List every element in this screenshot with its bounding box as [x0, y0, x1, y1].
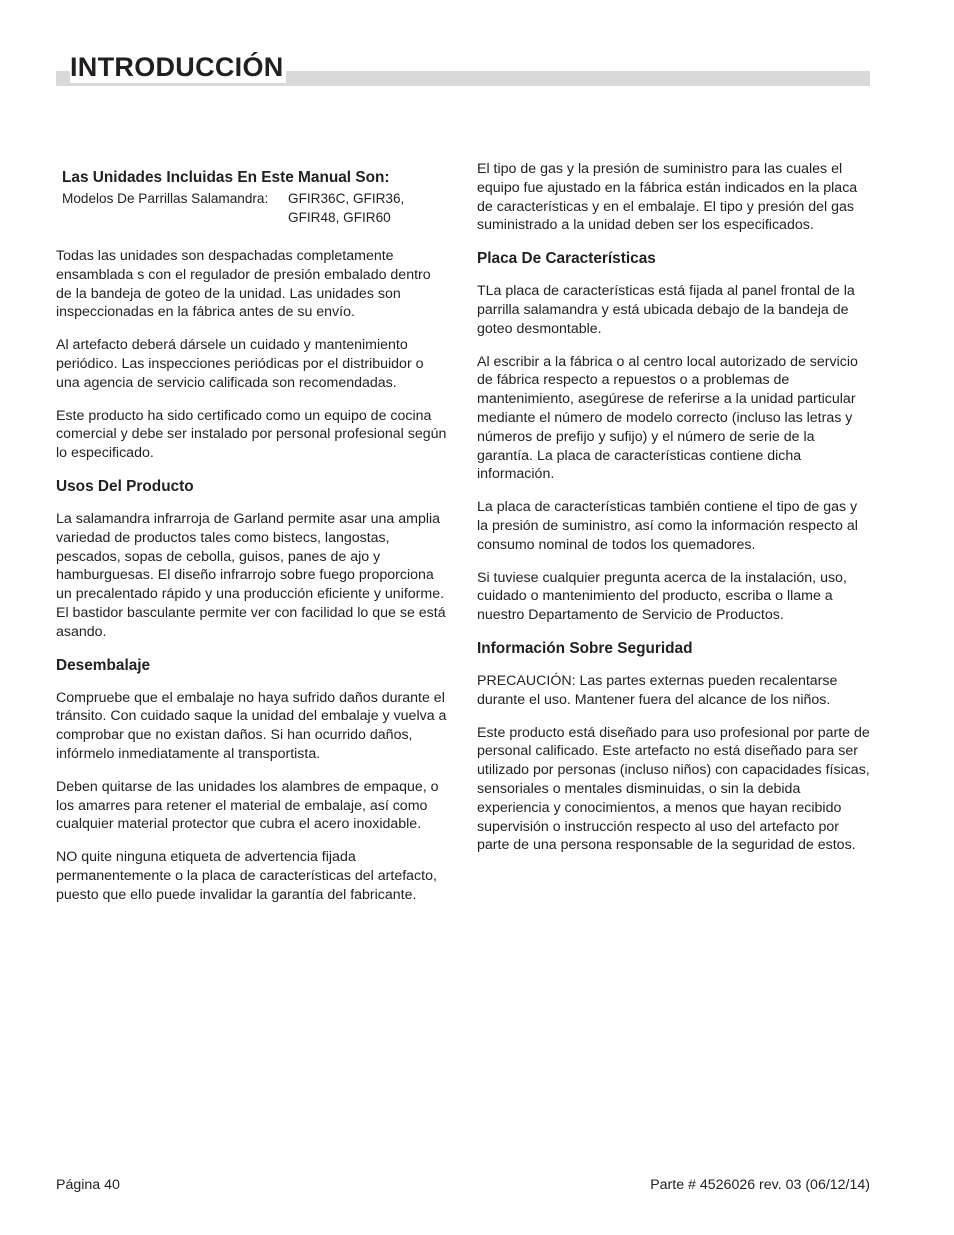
desembalaje-paragraph-1: Compruebe que el embalaje no haya sufrido daños durante el tránsito. Con cuidado saque la unidad del embalaje y vuelva a comprobar que no existan daños. Si han ocurrido daños, infórmelo inmediatamente al transportista.	[56, 689, 447, 762]
seguridad-heading: Información Sobre Seguridad	[477, 639, 693, 657]
intro-paragraph-3: Este producto ha sido certificado como un equipo de cocina comercial y debe ser instalado por personal profesional según lo especificado.	[56, 407, 447, 462]
placa-paragraph-1: TLa placa de características está fijada al panel frontal de la parrilla salamandra y está ubicada debajo de la bandeja de goteo desmontable.	[477, 283, 855, 337]
desembalaje-paragraph-3: NO quite ninguna etiqueta de advertencia fijada permanentemente o la placa de características del artefacto, puesto que ello puede invalidar la garantía del fabricante.	[56, 849, 437, 903]
models-label: Modelos De Parrillas Salamandra:	[62, 191, 269, 206]
page-number: Página 40	[56, 1177, 120, 1193]
placa-paragraph-2: Al escribir a la fábrica o al centro local autorizado de servicio de fábrica respecto a repuestos o a problemas de mantenimiento, asegúrese de referirse a la unidad particular mediante el número de modelo correcto (incluso las letras y números de prefijo y sufijo) y el número de serie de la garantía. La placa de características contiene dicha información.	[477, 353, 858, 483]
models-values	[288, 190, 404, 227]
usos-paragraph: La salamandra infrarroja de Garland permite asar una amplia variedad de productos tales como bistecs, langostas, pescados, sopas de cebolla, guisos, panes de ajo y hamburguesas. El diseño infrarrojo sobre fuego proporciona un precalentado rápido y una producción eficiente y uniforme. El bastidor basculante permite ver con facilidad lo que se está asando.	[56, 510, 446, 640]
seguridad-paragraph-1: PRECAUCIÓN: Las partes externas pueden recalentarse durante el uso. Mantener fuera del alcance de los niños.	[477, 672, 838, 708]
right-column	[477, 160, 871, 869]
intro-paragraph-2: Al artefacto deberá dársele un cuidado y mantenimiento periódico. Las inspecciones periódicas por el distribuidor o una agencia de servicio calificada son recomendadas.	[56, 337, 424, 391]
placa-paragraph-4: Si tuviese cualquier pregunta acerca de la instalación, uso, cuidado o mantenimiento del producto, escriba o llame a nuestro Departamento de Servicio de Productos.	[477, 569, 847, 624]
page-title: INTRODUCCIÓN	[70, 52, 284, 82]
intro-paragraph-1: Todas las unidades son despachadas completamente ensamblada s con el regulador de presión embalado dentro de la bandeja de goteo de la unidad. Las unidades son inspeccionadas en la fábrica antes de su envío.	[56, 248, 431, 321]
placa-heading: Placa De Características	[477, 250, 656, 268]
units-heading: Las Unidades Incluidas En Este Manual Son:	[62, 169, 390, 186]
models-list	[62, 190, 448, 227]
placa-paragraph-3: La placa de características también contiene el tipo de gas y la presión de suministro, así como la información respecto al consumo nominal de todos los quemadores.	[477, 499, 858, 553]
seguridad-paragraph-2: Este producto está diseñado para uso profesional por parte de personal calificado. Este artefacto no está diseñado para ser utilizado por personas (incluso niños) con capacidades físicas, sensoriales o mentales disminuidas, o sin la debida experiencia y conocimientos, a menos que hayan recibido supervisión o instrucción respecto al uso del artefacto por parte de una persona responsable de la seguridad de estos.	[477, 724, 870, 854]
part-number: Parte # 4526026 rev. 03 (06/12/14)	[650, 1177, 870, 1193]
models-line-2: GFIR48, GFIR60	[288, 209, 391, 225]
desembalaje-heading: Desembalaje	[56, 656, 151, 674]
left-column	[56, 168, 448, 919]
desembalaje-paragraph-2: Deben quitarse de las unidades los alambres de empaque, o los amarres para retener el material de embalaje, así como cualquier material protector que cubra el acero inoxidable.	[56, 778, 439, 833]
models-line-1: GFIR36C, GFIR36,	[288, 191, 405, 206]
usos-heading: Usos Del Producto	[56, 477, 194, 495]
gas-paragraph: El tipo de gas y la presión de suministro para las cuales el equipo fue ajustado en la fábrica están indicados en la placa de características y en el embalaje. El tipo y presión del gas suministrado a la unidad deben ser los especificados.	[477, 161, 858, 234]
